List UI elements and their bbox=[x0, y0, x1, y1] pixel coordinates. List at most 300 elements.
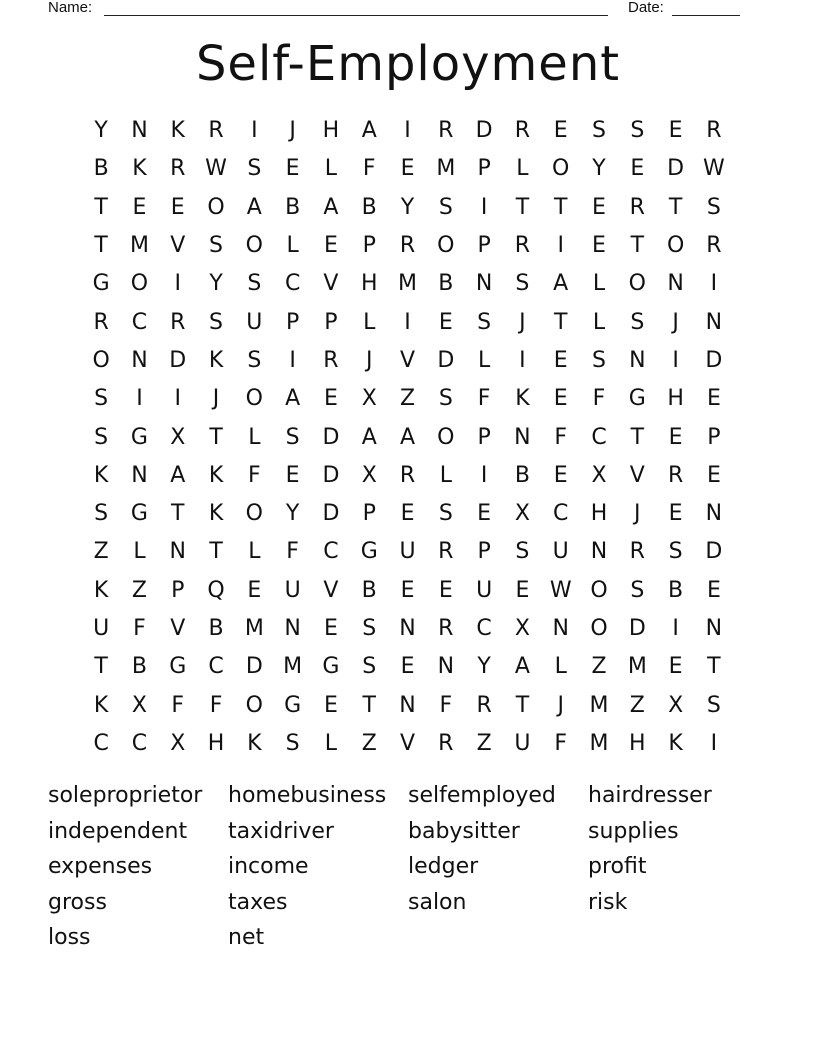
grid-letter[interactable]: V bbox=[399, 347, 416, 373]
grid-letter[interactable]: T bbox=[209, 539, 223, 565]
grid-letter[interactable]: E bbox=[668, 118, 683, 144]
grid-letter[interactable]: W bbox=[549, 577, 572, 603]
grid-letter[interactable]: J bbox=[289, 118, 296, 144]
grid-letter[interactable]: L bbox=[248, 539, 261, 565]
grid-letter[interactable]: E bbox=[170, 194, 185, 220]
grid-letter[interactable]: S bbox=[247, 271, 262, 297]
grid-letter[interactable]: Z bbox=[361, 730, 377, 756]
grid-letter[interactable]: B bbox=[131, 654, 147, 680]
letter-grid bbox=[82, 112, 734, 763]
grid-letter[interactable]: E bbox=[285, 156, 300, 182]
grid-letter[interactable]: I bbox=[672, 347, 679, 373]
grid-letter[interactable]: S bbox=[209, 309, 224, 335]
grid-letter[interactable]: E bbox=[400, 654, 415, 680]
grid-letter[interactable]: S bbox=[247, 347, 262, 373]
grid-letter[interactable]: M bbox=[436, 156, 456, 182]
grid-letter[interactable]: R bbox=[170, 156, 186, 182]
worksheet-header bbox=[48, 0, 748, 20]
grid-letter[interactable]: V bbox=[629, 462, 645, 488]
grid-letter[interactable]: J bbox=[557, 692, 564, 718]
grid-letter[interactable]: D bbox=[322, 501, 340, 527]
grid-letter[interactable]: R bbox=[399, 233, 416, 259]
grid-letter[interactable]: F bbox=[133, 616, 146, 641]
grid-letter[interactable]: E bbox=[553, 386, 568, 412]
grid-row bbox=[82, 150, 734, 188]
grid-letter[interactable]: P bbox=[362, 233, 376, 259]
grid-letter[interactable]: R bbox=[476, 692, 492, 718]
grid-letter[interactable]: H bbox=[590, 501, 608, 527]
grid-letter[interactable]: A bbox=[361, 118, 377, 144]
grid-letter[interactable]: L bbox=[363, 309, 376, 335]
word-bank-item: gross bbox=[48, 889, 107, 915]
grid-letter[interactable]: E bbox=[668, 654, 683, 680]
grid-letter[interactable]: U bbox=[246, 309, 263, 335]
grid-letter[interactable]: E bbox=[630, 156, 645, 182]
grid-letter[interactable]: N bbox=[514, 424, 531, 450]
grid-letter[interactable]: E bbox=[247, 577, 262, 603]
grid-letter[interactable]: X bbox=[361, 386, 377, 412]
grid-letter[interactable]: H bbox=[207, 730, 225, 756]
grid-letter[interactable]: Y bbox=[477, 654, 491, 680]
grid-letter[interactable]: P bbox=[477, 156, 491, 182]
grid-letter[interactable]: C bbox=[284, 271, 301, 297]
grid-letter[interactable]: X bbox=[591, 462, 607, 488]
grid-letter[interactable]: N bbox=[169, 539, 186, 565]
grid-letter[interactable]: B bbox=[361, 577, 377, 603]
grid-letter[interactable]: T bbox=[630, 233, 645, 259]
grid-letter[interactable]: E bbox=[323, 616, 338, 641]
grid-letter[interactable]: P bbox=[171, 577, 185, 603]
grid-letter[interactable]: E bbox=[553, 462, 568, 488]
grid-letter[interactable]: E bbox=[400, 501, 415, 527]
grid-letter[interactable]: B bbox=[285, 194, 301, 220]
grid-letter[interactable]: A bbox=[361, 424, 377, 450]
grid-letter[interactable]: Y bbox=[209, 271, 223, 297]
grid-letter[interactable]: A bbox=[399, 424, 416, 450]
grid-letter[interactable]: S bbox=[438, 386, 453, 412]
grid-letter[interactable]: K bbox=[93, 577, 109, 603]
grid-letter[interactable]: N bbox=[705, 616, 723, 641]
grid-letter[interactable]: D bbox=[667, 156, 685, 182]
grid-letter[interactable]: P bbox=[477, 539, 491, 565]
grid-letter[interactable]: O bbox=[245, 386, 263, 412]
grid-letter[interactable]: K bbox=[170, 118, 185, 144]
grid-letter[interactable]: G bbox=[130, 501, 148, 527]
grid-letter[interactable]: N bbox=[552, 616, 569, 641]
grid-row bbox=[82, 648, 734, 686]
grid-letter[interactable]: K bbox=[208, 501, 224, 527]
grid-letter[interactable]: V bbox=[170, 233, 186, 259]
grid-letter[interactable]: A bbox=[514, 654, 530, 680]
grid-letter[interactable]: E bbox=[668, 424, 683, 450]
grid-letter[interactable]: S bbox=[477, 309, 492, 335]
grid-letter[interactable]: S bbox=[94, 386, 109, 412]
grid-letter[interactable]: Y bbox=[400, 194, 415, 220]
grid-letter[interactable]: N bbox=[131, 118, 148, 144]
grid-letter[interactable]: V bbox=[323, 271, 339, 297]
grid-letter[interactable]: F bbox=[439, 692, 453, 718]
name-field-line[interactable] bbox=[104, 15, 608, 16]
grid-letter[interactable]: G bbox=[92, 271, 110, 297]
grid-letter[interactable]: N bbox=[437, 654, 455, 680]
grid-letter[interactable]: F bbox=[248, 462, 261, 488]
grid-letter[interactable]: E bbox=[438, 577, 453, 603]
grid-letter[interactable]: R bbox=[399, 462, 416, 488]
grid-letter[interactable]: X bbox=[361, 462, 377, 488]
grid-letter[interactable]: O bbox=[207, 194, 225, 220]
grid-letter[interactable]: E bbox=[323, 233, 338, 259]
grid-letter[interactable]: E bbox=[515, 577, 530, 603]
grid-letter[interactable]: G bbox=[130, 424, 148, 450]
grid-letter[interactable]: U bbox=[93, 616, 110, 641]
grid-letter[interactable]: W bbox=[703, 156, 725, 182]
grid-letter[interactable]: B bbox=[514, 462, 530, 488]
grid-letter[interactable]: D bbox=[245, 654, 263, 680]
grid-letter[interactable]: L bbox=[592, 271, 606, 297]
grid-letter[interactable]: I bbox=[480, 462, 488, 488]
grid-letter[interactable]: S bbox=[285, 730, 300, 756]
grid-letter[interactable]: L bbox=[439, 462, 452, 488]
grid-letter[interactable]: Y bbox=[94, 118, 108, 144]
grid-letter[interactable]: Z bbox=[131, 577, 147, 603]
grid-letter[interactable]: N bbox=[629, 347, 646, 373]
grid-letter[interactable]: I bbox=[289, 347, 296, 373]
grid-letter[interactable]: L bbox=[554, 654, 567, 680]
grid-letter[interactable]: L bbox=[516, 156, 529, 182]
grid-letter[interactable]: I bbox=[404, 309, 411, 335]
word-bank-item: taxes bbox=[228, 889, 288, 915]
grid-letter[interactable]: E bbox=[592, 194, 606, 220]
grid-letter[interactable]: O bbox=[552, 156, 570, 182]
grid-letter[interactable]: L bbox=[286, 233, 299, 259]
grid-letter[interactable]: Q bbox=[207, 577, 225, 603]
grid-letter[interactable]: R bbox=[667, 462, 684, 488]
date-field-line[interactable] bbox=[672, 15, 740, 16]
grid-letter[interactable]: H bbox=[360, 271, 378, 297]
grid-row bbox=[82, 112, 734, 150]
grid-letter[interactable]: L bbox=[592, 309, 606, 335]
grid-letter[interactable]: S bbox=[438, 194, 453, 220]
grid-letter[interactable]: A bbox=[323, 194, 339, 220]
grid-letter[interactable]: N bbox=[399, 692, 416, 718]
grid-letter[interactable]: S bbox=[592, 347, 606, 373]
grid-letter[interactable]: Z bbox=[93, 539, 109, 565]
grid-letter[interactable]: T bbox=[171, 501, 185, 527]
grid-letter[interactable]: Z bbox=[629, 692, 645, 718]
grid-letter[interactable]: Z bbox=[591, 654, 607, 680]
grid-letter[interactable]: L bbox=[324, 156, 338, 182]
word-bank-item: independent bbox=[48, 818, 188, 844]
grid-letter[interactable]: E bbox=[706, 577, 721, 603]
grid-letter[interactable]: T bbox=[707, 654, 721, 680]
grid-letter[interactable]: F bbox=[554, 730, 568, 756]
grid-letter[interactable]: S bbox=[515, 539, 530, 565]
grid-letter[interactable]: N bbox=[590, 539, 608, 565]
grid-letter[interactable]: C bbox=[476, 616, 492, 641]
grid-letter[interactable]: T bbox=[94, 233, 108, 259]
grid-letter[interactable]: G bbox=[169, 654, 187, 680]
grid-letter[interactable]: R bbox=[438, 118, 454, 144]
grid-letter[interactable]: U bbox=[514, 730, 531, 756]
grid-letter[interactable]: S bbox=[706, 692, 721, 718]
grid-letter[interactable]: U bbox=[476, 577, 493, 603]
grid-letter[interactable]: O bbox=[437, 424, 455, 450]
grid-letter[interactable]: S bbox=[362, 654, 377, 680]
grid-letter[interactable]: S bbox=[630, 577, 645, 603]
grid-letter[interactable]: P bbox=[285, 309, 300, 335]
grid-letter[interactable]: S bbox=[706, 194, 721, 220]
grid-letter[interactable]: T bbox=[668, 194, 683, 220]
grid-letter[interactable]: F bbox=[209, 692, 223, 718]
grid-letter[interactable]: K bbox=[208, 462, 224, 488]
grid-letter[interactable]: E bbox=[438, 309, 453, 335]
grid-letter[interactable]: R bbox=[514, 233, 531, 259]
grid-letter[interactable]: S bbox=[630, 118, 645, 144]
grid-letter[interactable]: E bbox=[323, 692, 338, 718]
grid-letter[interactable]: M bbox=[283, 654, 303, 680]
grid-letter[interactable]: R bbox=[514, 118, 531, 144]
grid-letter[interactable]: C bbox=[131, 730, 148, 756]
grid-letter[interactable]: T bbox=[553, 309, 568, 335]
grid-letter[interactable]: O bbox=[590, 616, 608, 641]
grid-letter[interactable]: N bbox=[705, 309, 723, 335]
grid-letter[interactable]: G bbox=[628, 386, 646, 412]
grid-letter[interactable]: E bbox=[668, 501, 683, 527]
grid-letter[interactable]: D bbox=[322, 424, 340, 450]
grid-letter[interactable]: J bbox=[672, 309, 679, 335]
grid-letter[interactable]: B bbox=[93, 156, 109, 182]
grid-letter[interactable]: R bbox=[208, 118, 224, 144]
grid-letter[interactable]: M bbox=[129, 233, 149, 259]
grid-letter[interactable]: X bbox=[131, 692, 147, 718]
grid-letter[interactable]: R bbox=[323, 347, 339, 373]
grid-letter[interactable]: E bbox=[285, 462, 300, 488]
grid-letter[interactable]: L bbox=[133, 539, 146, 565]
grid-letter[interactable]: C bbox=[93, 730, 109, 756]
grid-letter[interactable]: P bbox=[477, 424, 491, 450]
grid-letter[interactable]: R bbox=[93, 309, 109, 335]
grid-letter[interactable]: K bbox=[93, 692, 109, 718]
grid-letter[interactable]: M bbox=[589, 692, 609, 718]
grid-letter[interactable]: D bbox=[322, 462, 340, 488]
grid-letter[interactable]: N bbox=[399, 616, 416, 641]
grid-letter[interactable]: S bbox=[94, 501, 109, 527]
grid-letter[interactable]: Y bbox=[592, 156, 606, 182]
grid-letter[interactable]: K bbox=[668, 730, 683, 756]
grid-letter[interactable]: K bbox=[132, 156, 147, 182]
grid-letter[interactable]: U bbox=[399, 539, 416, 565]
grid-letter[interactable]: R bbox=[706, 118, 722, 144]
grid-letter[interactable]: S bbox=[209, 233, 224, 259]
grid-letter[interactable]: E bbox=[400, 577, 415, 603]
grid-letter[interactable]: P bbox=[707, 424, 721, 450]
grid-letter[interactable]: S bbox=[285, 424, 300, 450]
grid-letter[interactable]: M bbox=[244, 616, 264, 641]
grid-letter[interactable]: C bbox=[131, 309, 148, 335]
grid-letter[interactable]: D bbox=[437, 347, 455, 373]
grid-letter[interactable]: E bbox=[553, 118, 568, 144]
grid-letter[interactable]: U bbox=[552, 539, 569, 565]
grid-letter[interactable]: G bbox=[322, 654, 340, 680]
grid-letter[interactable]: S bbox=[438, 501, 453, 527]
grid-letter[interactable]: L bbox=[248, 424, 261, 450]
grid-letter[interactable]: O bbox=[245, 692, 263, 718]
grid-letter[interactable]: D bbox=[475, 118, 493, 144]
grid-letter[interactable]: I bbox=[480, 194, 488, 220]
grid-letter[interactable]: I bbox=[136, 386, 143, 412]
grid-letter[interactable]: O bbox=[245, 501, 263, 527]
grid-letter[interactable]: Z bbox=[399, 386, 416, 412]
grid-letter[interactable]: I bbox=[404, 118, 411, 144]
grid-letter[interactable]: N bbox=[475, 271, 493, 297]
grid-letter[interactable]: S bbox=[94, 424, 109, 450]
grid-letter[interactable]: A bbox=[553, 271, 569, 297]
grid-letter[interactable]: E bbox=[132, 194, 147, 220]
grid-letter[interactable]: F bbox=[286, 539, 299, 565]
grid-letter[interactable]: V bbox=[323, 577, 339, 603]
grid-letter[interactable]: S bbox=[247, 156, 262, 182]
grid-letter[interactable]: O bbox=[628, 271, 646, 297]
grid-letter[interactable]: M bbox=[398, 271, 418, 297]
grid-letter[interactable]: L bbox=[477, 347, 491, 373]
grid-letter[interactable]: S bbox=[592, 118, 606, 144]
grid-letter[interactable]: N bbox=[284, 616, 301, 641]
grid-letter[interactable]: J bbox=[212, 386, 220, 412]
grid-letter[interactable]: O bbox=[590, 577, 608, 603]
grid-letter[interactable]: P bbox=[477, 233, 491, 259]
grid-letter[interactable]: R bbox=[706, 233, 722, 259]
grid-letter[interactable]: M bbox=[627, 654, 647, 680]
grid-letter[interactable]: I bbox=[557, 233, 564, 259]
grid-letter[interactable]: G bbox=[284, 692, 302, 718]
grid-letter[interactable]: D bbox=[169, 347, 187, 373]
grid-letter[interactable]: E bbox=[706, 386, 721, 412]
grid-letter[interactable]: X bbox=[668, 692, 684, 718]
grid-letter[interactable]: B bbox=[438, 271, 454, 297]
grid-letter[interactable]: X bbox=[170, 424, 186, 450]
grid-letter[interactable]: R bbox=[438, 539, 454, 565]
grid-letter[interactable]: J bbox=[634, 501, 641, 527]
grid-letter[interactable]: T bbox=[630, 424, 645, 450]
grid-letter[interactable]: B bbox=[208, 616, 224, 641]
grid-letter[interactable]: S bbox=[515, 271, 530, 297]
grid-letter[interactable]: F bbox=[477, 386, 491, 412]
grid-letter[interactable]: S bbox=[668, 539, 683, 565]
grid-letter[interactable]: R bbox=[438, 616, 454, 641]
grid-letter[interactable]: T bbox=[515, 692, 530, 718]
grid-letter[interactable]: E bbox=[706, 462, 721, 488]
grid-letter[interactable]: C bbox=[553, 501, 569, 527]
grid-letter[interactable]: R bbox=[438, 730, 454, 756]
grid-letter[interactable]: V bbox=[170, 616, 186, 641]
grid-letter[interactable]: I bbox=[174, 386, 181, 412]
grid-letter[interactable]: K bbox=[93, 462, 109, 488]
grid-letter[interactable]: X bbox=[514, 616, 530, 641]
grid-letter[interactable]: E bbox=[553, 347, 568, 373]
grid-letter[interactable]: I bbox=[710, 730, 718, 756]
grid-letter[interactable]: R bbox=[629, 539, 645, 565]
grid-letter[interactable]: B bbox=[361, 194, 377, 220]
grid-letter[interactable]: H bbox=[667, 386, 684, 412]
grid-letter[interactable]: E bbox=[477, 501, 492, 527]
grid-letter[interactable]: C bbox=[591, 424, 607, 450]
grid-letter[interactable]: T bbox=[515, 194, 530, 220]
grid-letter[interactable]: T bbox=[94, 654, 108, 680]
grid-letter[interactable]: X bbox=[170, 730, 186, 756]
grid-letter[interactable]: O bbox=[130, 271, 149, 297]
grid-letter[interactable]: T bbox=[553, 194, 568, 220]
grid-letter[interactable]: H bbox=[629, 730, 646, 756]
grid-letter[interactable]: T bbox=[209, 424, 223, 450]
grid-letter[interactable]: A bbox=[246, 194, 262, 220]
grid-letter[interactable]: T bbox=[362, 692, 376, 718]
grid-letter[interactable]: C bbox=[323, 539, 339, 565]
grid-letter[interactable]: I bbox=[672, 616, 679, 641]
grid-letter[interactable]: A bbox=[170, 462, 186, 488]
grid-letter[interactable]: O bbox=[245, 233, 263, 259]
grid-letter[interactable]: S bbox=[630, 309, 645, 335]
grid-letter[interactable]: N bbox=[131, 462, 148, 488]
grid-letter[interactable]: S bbox=[362, 616, 377, 641]
grid-letter[interactable]: O bbox=[437, 233, 455, 259]
grid-letter[interactable]: K bbox=[515, 386, 530, 412]
grid-letter[interactable]: G bbox=[360, 539, 378, 565]
grid-letter[interactable]: T bbox=[94, 194, 108, 220]
grid-letter[interactable]: R bbox=[170, 309, 186, 335]
grid-letter[interactable]: D bbox=[705, 539, 723, 565]
grid-letter[interactable]: F bbox=[592, 386, 606, 412]
grid-letter[interactable]: N bbox=[131, 347, 148, 373]
grid-letter[interactable]: K bbox=[247, 730, 262, 756]
grid-letter[interactable]: D bbox=[705, 347, 723, 373]
grid-letter[interactable]: B bbox=[668, 577, 684, 603]
grid-letter[interactable]: Y bbox=[285, 501, 300, 527]
grid-letter[interactable]: E bbox=[592, 233, 606, 259]
grid-letter[interactable]: H bbox=[322, 118, 340, 144]
grid-letter[interactable]: D bbox=[628, 616, 646, 641]
grid-letter[interactable]: O bbox=[92, 347, 110, 373]
grid-letter[interactable]: E bbox=[323, 386, 338, 412]
grid-letter[interactable]: J bbox=[519, 309, 526, 335]
grid-letter[interactable]: F bbox=[362, 156, 376, 182]
grid-letter[interactable]: F bbox=[554, 424, 568, 450]
grid-letter[interactable]: X bbox=[514, 501, 530, 527]
grid-letter[interactable]: L bbox=[324, 730, 338, 756]
grid-letter[interactable]: O bbox=[666, 233, 685, 259]
grid-letter[interactable]: V bbox=[399, 730, 416, 756]
grid-letter[interactable]: U bbox=[284, 577, 301, 603]
grid-letter[interactable]: A bbox=[285, 386, 301, 412]
grid-letter[interactable]: E bbox=[400, 156, 415, 182]
grid-row bbox=[82, 686, 734, 724]
grid-letter[interactable]: I bbox=[519, 347, 526, 373]
grid-letter[interactable]: C bbox=[208, 654, 224, 680]
grid-letter[interactable]: Z bbox=[476, 730, 492, 756]
grid-letter[interactable]: I bbox=[174, 271, 181, 297]
grid-letter[interactable]: M bbox=[589, 730, 609, 756]
grid-letter[interactable]: P bbox=[362, 501, 376, 527]
grid-letter[interactable]: R bbox=[629, 194, 645, 220]
grid-letter[interactable]: N bbox=[667, 271, 684, 297]
grid-letter[interactable]: F bbox=[171, 692, 185, 718]
grid-letter[interactable]: J bbox=[365, 347, 373, 373]
grid-letter[interactable]: I bbox=[710, 271, 718, 297]
grid-letter[interactable]: N bbox=[705, 501, 723, 527]
grid-letter[interactable]: P bbox=[324, 309, 338, 335]
grid-letter[interactable]: I bbox=[251, 118, 258, 144]
grid-letter[interactable]: K bbox=[208, 347, 224, 373]
grid-letter[interactable]: W bbox=[205, 156, 227, 182]
